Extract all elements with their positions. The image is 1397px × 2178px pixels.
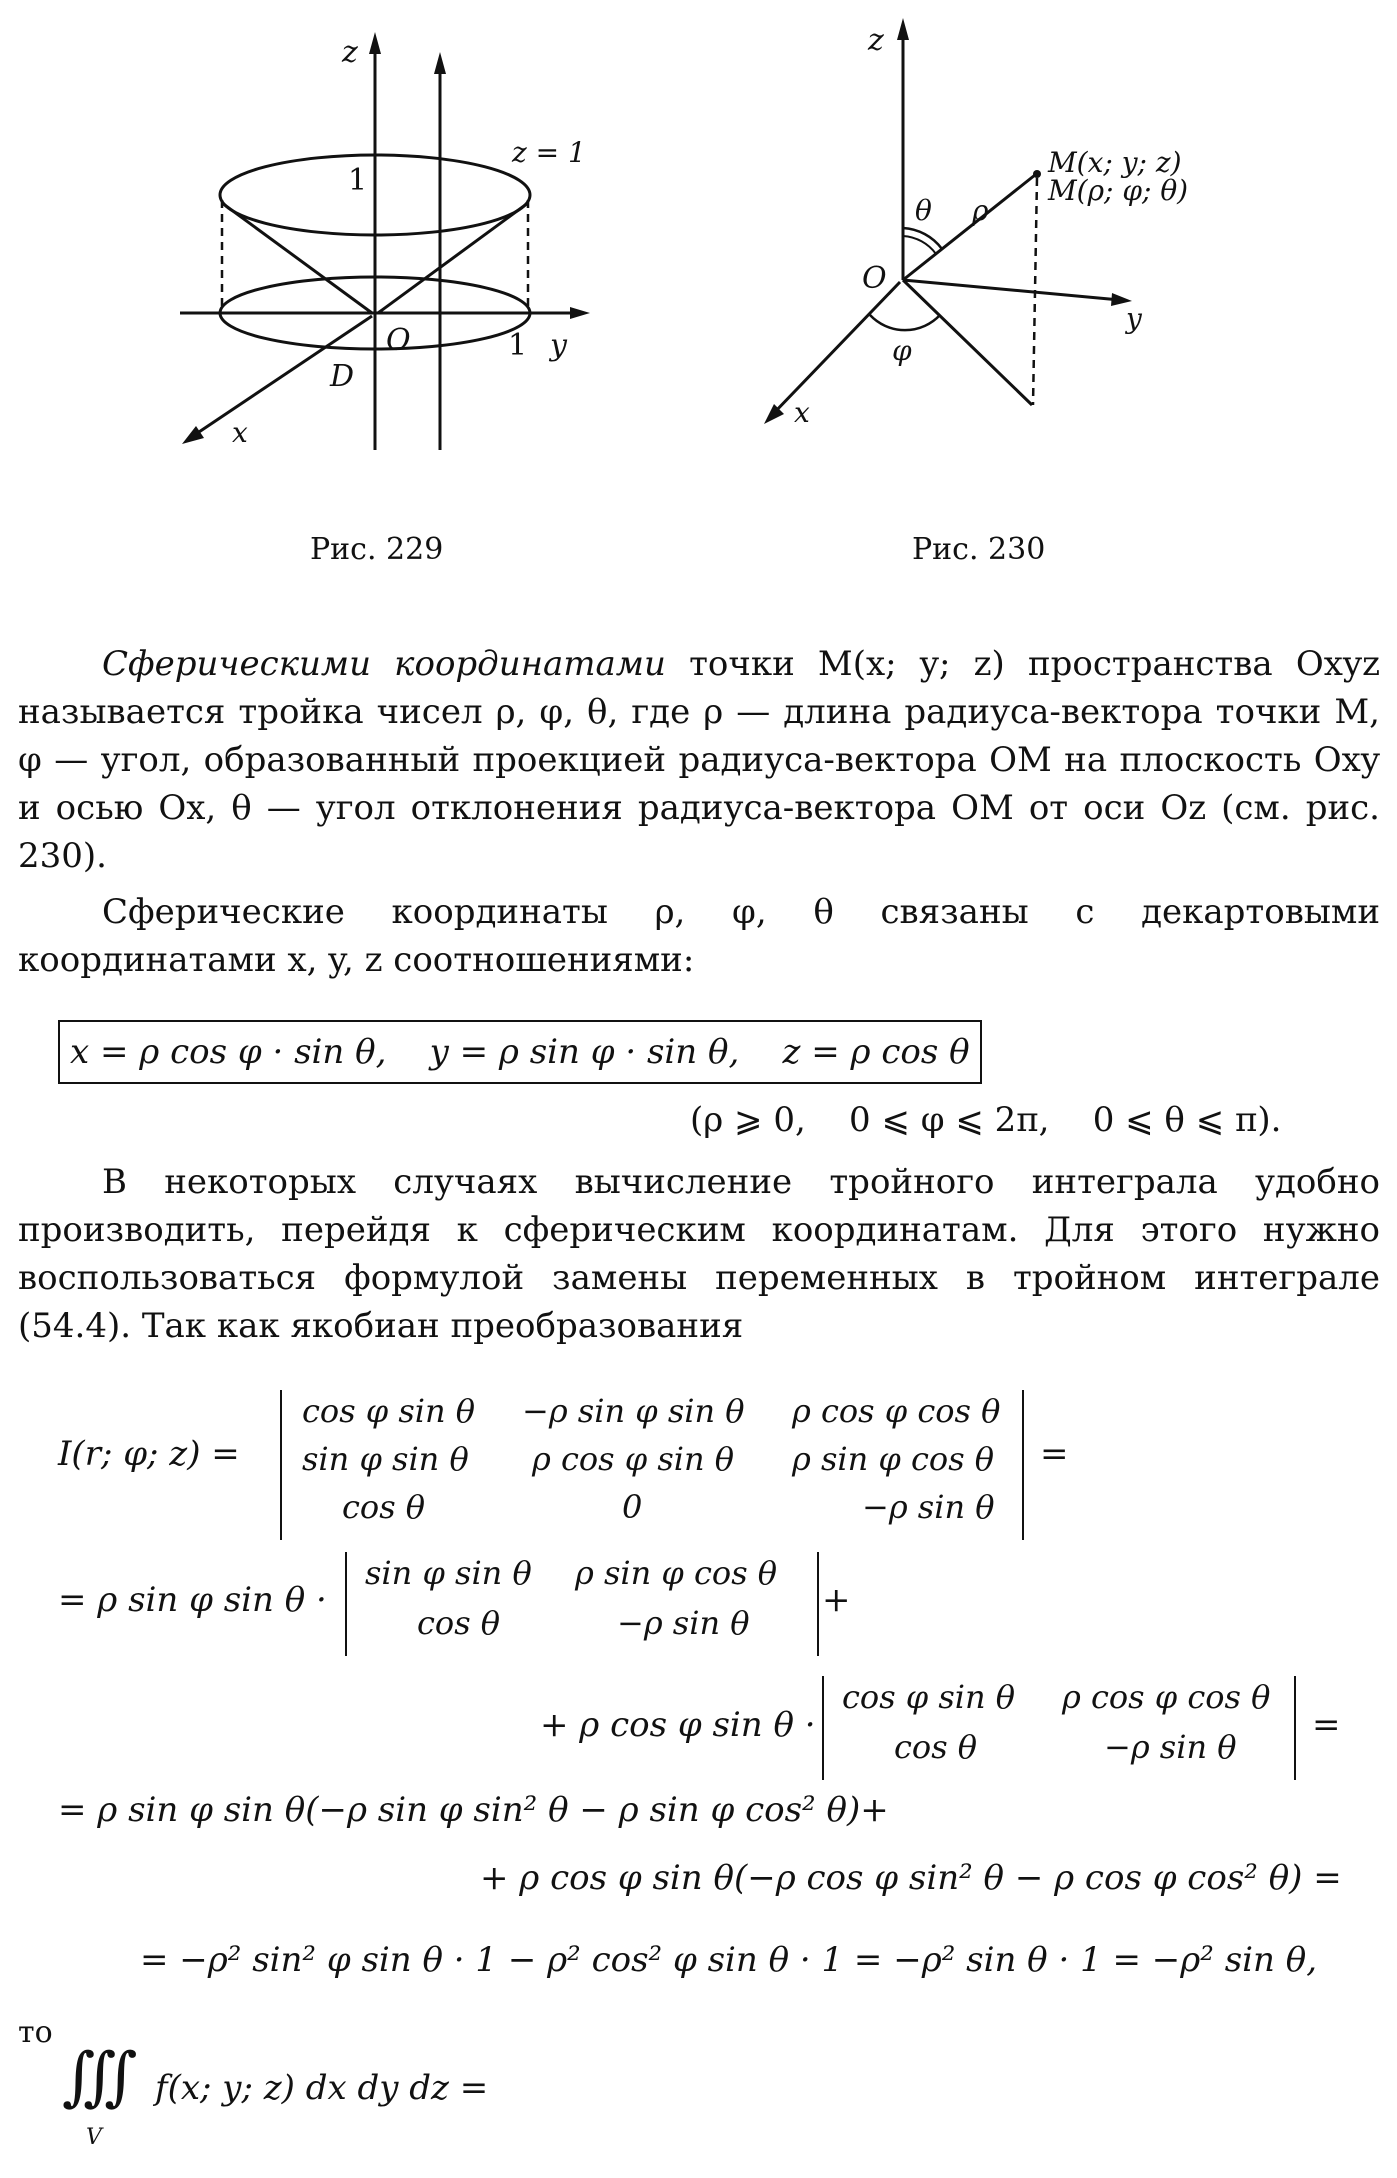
label-z: z <box>342 35 358 70</box>
minor-cell: cos θ <box>894 1728 978 1766</box>
z-axis-arrow <box>897 18 909 40</box>
minor-determinant-2 <box>822 1676 1296 1780</box>
minor-cell: −ρ sin θ <box>617 1604 750 1642</box>
conditions: (ρ ⩾ 0, 0 ⩽ φ ⩽ 2π, 0 ⩽ θ ⩽ π). <box>690 1100 1282 1140</box>
theta-arc <box>903 228 942 249</box>
jacobian-cell: 0 <box>622 1488 643 1526</box>
x-axis-arrow <box>182 426 204 444</box>
jacobian-cell: sin φ sin θ <box>302 1440 469 1478</box>
minor-cell: ρ sin φ cos θ <box>575 1554 778 1592</box>
projection-line <box>903 280 1032 405</box>
radius-vector-om <box>903 175 1035 280</box>
y-axis-arrow <box>570 307 590 319</box>
label-origin: O <box>862 261 887 296</box>
jacobian-cell: ρ sin φ cos θ <box>792 1440 995 1478</box>
cone-side-right <box>378 203 528 313</box>
jacobian-equals: = <box>1040 1434 1069 1474</box>
label-point-sph: M(ρ; φ; θ) <box>1048 174 1189 207</box>
term-spherical-coordinates: Сферическими координатами <box>102 644 666 684</box>
result-line-3: = −ρ² sin² φ sin θ · 1 − ρ² cos² φ sin θ · 1 = −ρ² sin θ · 1 = −ρ² sin θ, <box>140 1940 1318 1980</box>
boxed-formula: x = ρ cos φ · sin θ, y = ρ sin φ · sin θ, z = ρ cos θ <box>58 1020 982 1084</box>
label-x: x <box>794 396 810 429</box>
y-axis-line <box>903 280 1120 300</box>
expansion-1-plus: + <box>822 1580 851 1620</box>
label-plane: z = 1 <box>512 136 586 169</box>
label-rho: ρ <box>972 194 989 227</box>
figure-230 <box>750 10 1310 430</box>
paragraph-relations: Сферические координаты ρ, φ, θ связаны с декартовыми координатами x, y, z соотношениями: <box>18 892 1380 980</box>
jacobian-cell: cos θ <box>342 1488 426 1526</box>
result-line-1: = ρ sin φ sin θ(−ρ sin φ sin² θ − ρ sin φ cos² θ)+ <box>58 1790 889 1830</box>
expansion-2-prefix: + ρ cos φ sin θ · <box>540 1705 816 1745</box>
label-region: D <box>330 359 355 394</box>
figure-229-caption: Рис. 229 <box>310 532 444 567</box>
minor-cell: −ρ sin θ <box>1104 1728 1237 1766</box>
label-origin: O <box>386 323 411 358</box>
triple-integral-sign: ∭ <box>62 2040 138 2114</box>
jacobian-cell: −ρ sin φ sin θ <box>522 1392 745 1430</box>
paragraph-definition <box>18 640 1380 880</box>
label-z: z <box>868 23 884 58</box>
label-y: y <box>550 328 567 363</box>
z-axis-arrow <box>369 32 381 54</box>
label-theta: θ <box>915 194 932 227</box>
definition-text: точки M(x; y; z) пространства Oxyz называется тройка чисел ρ, φ, θ, где ρ — длина радиуса-вектора точки M, φ — угол, образованный проекцией радиуса-вектора OM на плоскость Oxy и осью Ox, θ — угол отклонения радиуса-вектора OM от оси Oz (см. рис. 230). <box>18 644 1380 876</box>
jacobian-determinant <box>280 1390 1024 1540</box>
figure-229 <box>150 10 630 450</box>
minor-cell: cos θ <box>417 1604 501 1642</box>
jacobian-cell: cos φ sin θ <box>302 1392 476 1430</box>
expansion-2-equals: = <box>1312 1705 1341 1745</box>
x-axis-line <box>772 282 900 415</box>
integral-expression: f(x; y; z) dx dy dz = <box>155 2068 489 2108</box>
jacobian-cell: ρ cos φ cos θ <box>792 1392 1001 1430</box>
axis-arrow <box>434 52 446 74</box>
minor-cell: ρ cos φ cos θ <box>1062 1678 1271 1716</box>
text-to: то <box>18 2015 53 2050</box>
label-x: x <box>232 416 248 449</box>
minor-determinant-1 <box>345 1552 819 1656</box>
label-y: y <box>1126 302 1142 335</box>
point-m <box>1033 170 1041 178</box>
label-one-y: 1 <box>508 328 528 363</box>
figure-230-caption: Рис. 230 <box>912 532 1046 567</box>
jacobian-cell: ρ cos φ sin θ <box>532 1440 735 1478</box>
integral-domain: V <box>86 2125 102 2150</box>
phi-arc <box>870 315 940 330</box>
result-line-2: + ρ cos φ sin θ(−ρ cos φ sin² θ − ρ cos φ cos² θ) = <box>480 1858 1342 1898</box>
label-point-cart: M(x; y; z) <box>1048 146 1182 179</box>
jacobian-cell: −ρ sin θ <box>862 1488 995 1526</box>
expansion-1-prefix: = ρ sin φ sin θ · <box>58 1580 327 1620</box>
cone-side-left <box>222 203 372 313</box>
minor-cell: cos φ sin θ <box>842 1678 1016 1716</box>
minor-cell: sin φ sin θ <box>365 1554 532 1592</box>
paragraph-jacobian-intro: В некоторых случаях вычисление тройного интеграла удобно производить, перейдя к сферическим координатам. Для этого нужно воспользоваться формулой замены переменных в тройном интеграле (54.4). Так как якобиан преобразования <box>18 1162 1380 1346</box>
jacobian-lhs: I(r; φ; z) = <box>58 1434 240 1474</box>
label-one-z: 1 <box>348 163 368 198</box>
label-phi: φ <box>892 334 912 367</box>
